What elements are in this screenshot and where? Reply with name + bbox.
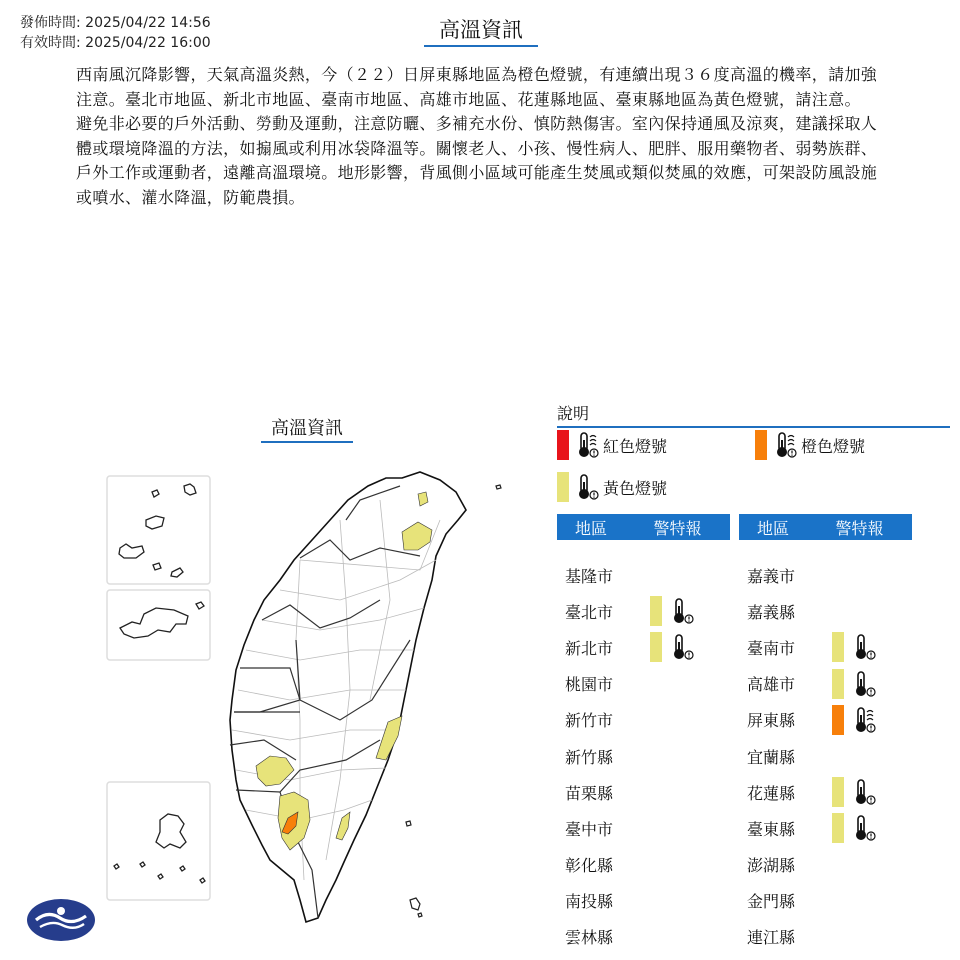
region-name: 宜蘭縣 <box>747 747 796 767</box>
table-header-left <box>557 514 730 540</box>
thermometer-icon <box>850 777 878 807</box>
region-name: 澎湖縣 <box>747 856 796 876</box>
region-name: 臺北市 <box>565 602 614 622</box>
region-row <box>557 847 732 883</box>
thermometer-alert-icon <box>850 705 878 735</box>
region-row <box>739 774 914 810</box>
region-name: 臺中市 <box>565 819 614 839</box>
region-name: 新北市 <box>565 638 614 658</box>
region-row <box>557 810 732 846</box>
col-warning-header: 警特報 <box>835 518 884 538</box>
legend-red-label: 紅色燈號 <box>603 436 668 456</box>
warning-indicator <box>650 632 696 662</box>
region-list-left <box>557 557 732 955</box>
warning-indicator <box>832 705 878 735</box>
thermometer-alert-icon <box>771 430 799 460</box>
region-row <box>739 702 914 738</box>
region-name: 彰化縣 <box>565 856 614 876</box>
issue-time: 發佈時間: 2025/04/22 14:56 <box>20 15 211 31</box>
region-name: 屏東縣 <box>747 711 796 731</box>
legend-orange-label: 橙色燈號 <box>801 436 866 456</box>
region-name: 桃園市 <box>565 675 614 695</box>
region-row <box>557 557 732 593</box>
valid-time: 有效時間: 2025/04/22 16:00 <box>20 35 211 51</box>
thermometer-icon <box>850 669 878 699</box>
description-paragraph-1: 西南風沉降影響，天氣高溫炎熱，今（２２）日屏東縣地區為橙色燈號，有連續出現３６度高溫的機率，請加強注意。臺北市地區、新北市地區、臺南市地區、高雄市地區、花蓮縣地區、臺東縣地區為黃色燈號，請注意。 <box>76 65 878 109</box>
thermometer-icon <box>573 472 601 502</box>
page-title: 高溫資訊 <box>424 14 538 47</box>
legend-orange <box>755 430 865 460</box>
region-name: 基隆市 <box>565 566 614 586</box>
warning-indicator <box>832 813 878 843</box>
region-row <box>557 883 732 919</box>
warning-indicator <box>832 632 878 662</box>
yellow-swatch <box>650 596 662 626</box>
orange-swatch <box>755 430 767 460</box>
region-row <box>557 666 732 702</box>
description <box>76 63 886 210</box>
warning-indicator <box>650 596 696 626</box>
region-name: 嘉義縣 <box>747 602 796 622</box>
region-name: 雲林縣 <box>565 928 614 948</box>
region-name: 金門縣 <box>747 892 796 912</box>
cwa-logo <box>26 898 96 942</box>
legend-yellow <box>557 472 667 502</box>
yellow-swatch <box>832 813 844 843</box>
thermometer-alert-icon <box>573 430 601 460</box>
region-name: 高雄市 <box>747 675 796 695</box>
region-name: 苗栗縣 <box>565 783 614 803</box>
thermometer-icon <box>850 632 878 662</box>
taiwan-map <box>0 440 540 960</box>
yellow-swatch <box>557 472 569 502</box>
red-swatch <box>557 430 569 460</box>
region-row <box>739 593 914 629</box>
region-row <box>739 919 914 955</box>
warning-indicator <box>832 777 878 807</box>
legend-red <box>557 430 667 460</box>
yellow-swatch <box>832 632 844 662</box>
col-region-header: 地區 <box>756 518 789 538</box>
region-row <box>739 557 914 593</box>
region-row <box>739 666 914 702</box>
region-row <box>739 847 914 883</box>
issue-info <box>20 13 211 53</box>
region-row <box>739 810 914 846</box>
legend-heading: 說明 <box>557 401 950 428</box>
region-name: 臺東縣 <box>747 819 796 839</box>
region-list-right <box>739 557 914 955</box>
region-row <box>557 919 732 955</box>
map-title: 高溫資訊 <box>261 414 353 443</box>
region-row <box>739 738 914 774</box>
region-name: 臺南市 <box>747 638 796 658</box>
yellow-swatch <box>832 669 844 699</box>
region-row <box>557 593 732 629</box>
col-region-header: 地區 <box>574 518 607 538</box>
thermometer-icon <box>668 632 696 662</box>
yellow-swatch <box>832 777 844 807</box>
region-name: 嘉義市 <box>747 566 796 586</box>
region-name: 新竹市 <box>565 711 614 731</box>
region-name: 南投縣 <box>565 892 614 912</box>
warning-indicator <box>832 669 878 699</box>
region-name: 新竹縣 <box>565 747 614 767</box>
region-row <box>739 883 914 919</box>
table-header-right <box>739 514 912 540</box>
thermometer-icon <box>850 813 878 843</box>
col-warning-header: 警特報 <box>653 518 702 538</box>
thermometer-icon <box>668 596 696 626</box>
region-row <box>739 629 914 665</box>
orange-swatch <box>832 705 844 735</box>
legend-yellow-label: 黃色燈號 <box>603 478 668 498</box>
region-row <box>557 629 732 665</box>
region-row <box>557 738 732 774</box>
region-name: 花蓮縣 <box>747 783 796 803</box>
region-name: 連江縣 <box>747 928 796 948</box>
region-row <box>557 774 732 810</box>
description-paragraph-2: 避免非必要的戶外活動、勞動及運動，注意防曬、多補充水份、慎防熱傷害。室內保持通風及涼爽，建議採取人體或環境降溫的方法，如搧風或利用冰袋降溫等。關懷老人、小孩、慢性病人、肥胖、服用藥物者、弱勢族群、戶外工作或運動者，遠離高溫環境。地形影響，背風側小區域可能產生焚風或類似焚風的效應，可架設防風設施或噴水、灌水降溫，防範農損。 <box>76 114 878 207</box>
yellow-swatch <box>650 632 662 662</box>
region-row <box>557 702 732 738</box>
